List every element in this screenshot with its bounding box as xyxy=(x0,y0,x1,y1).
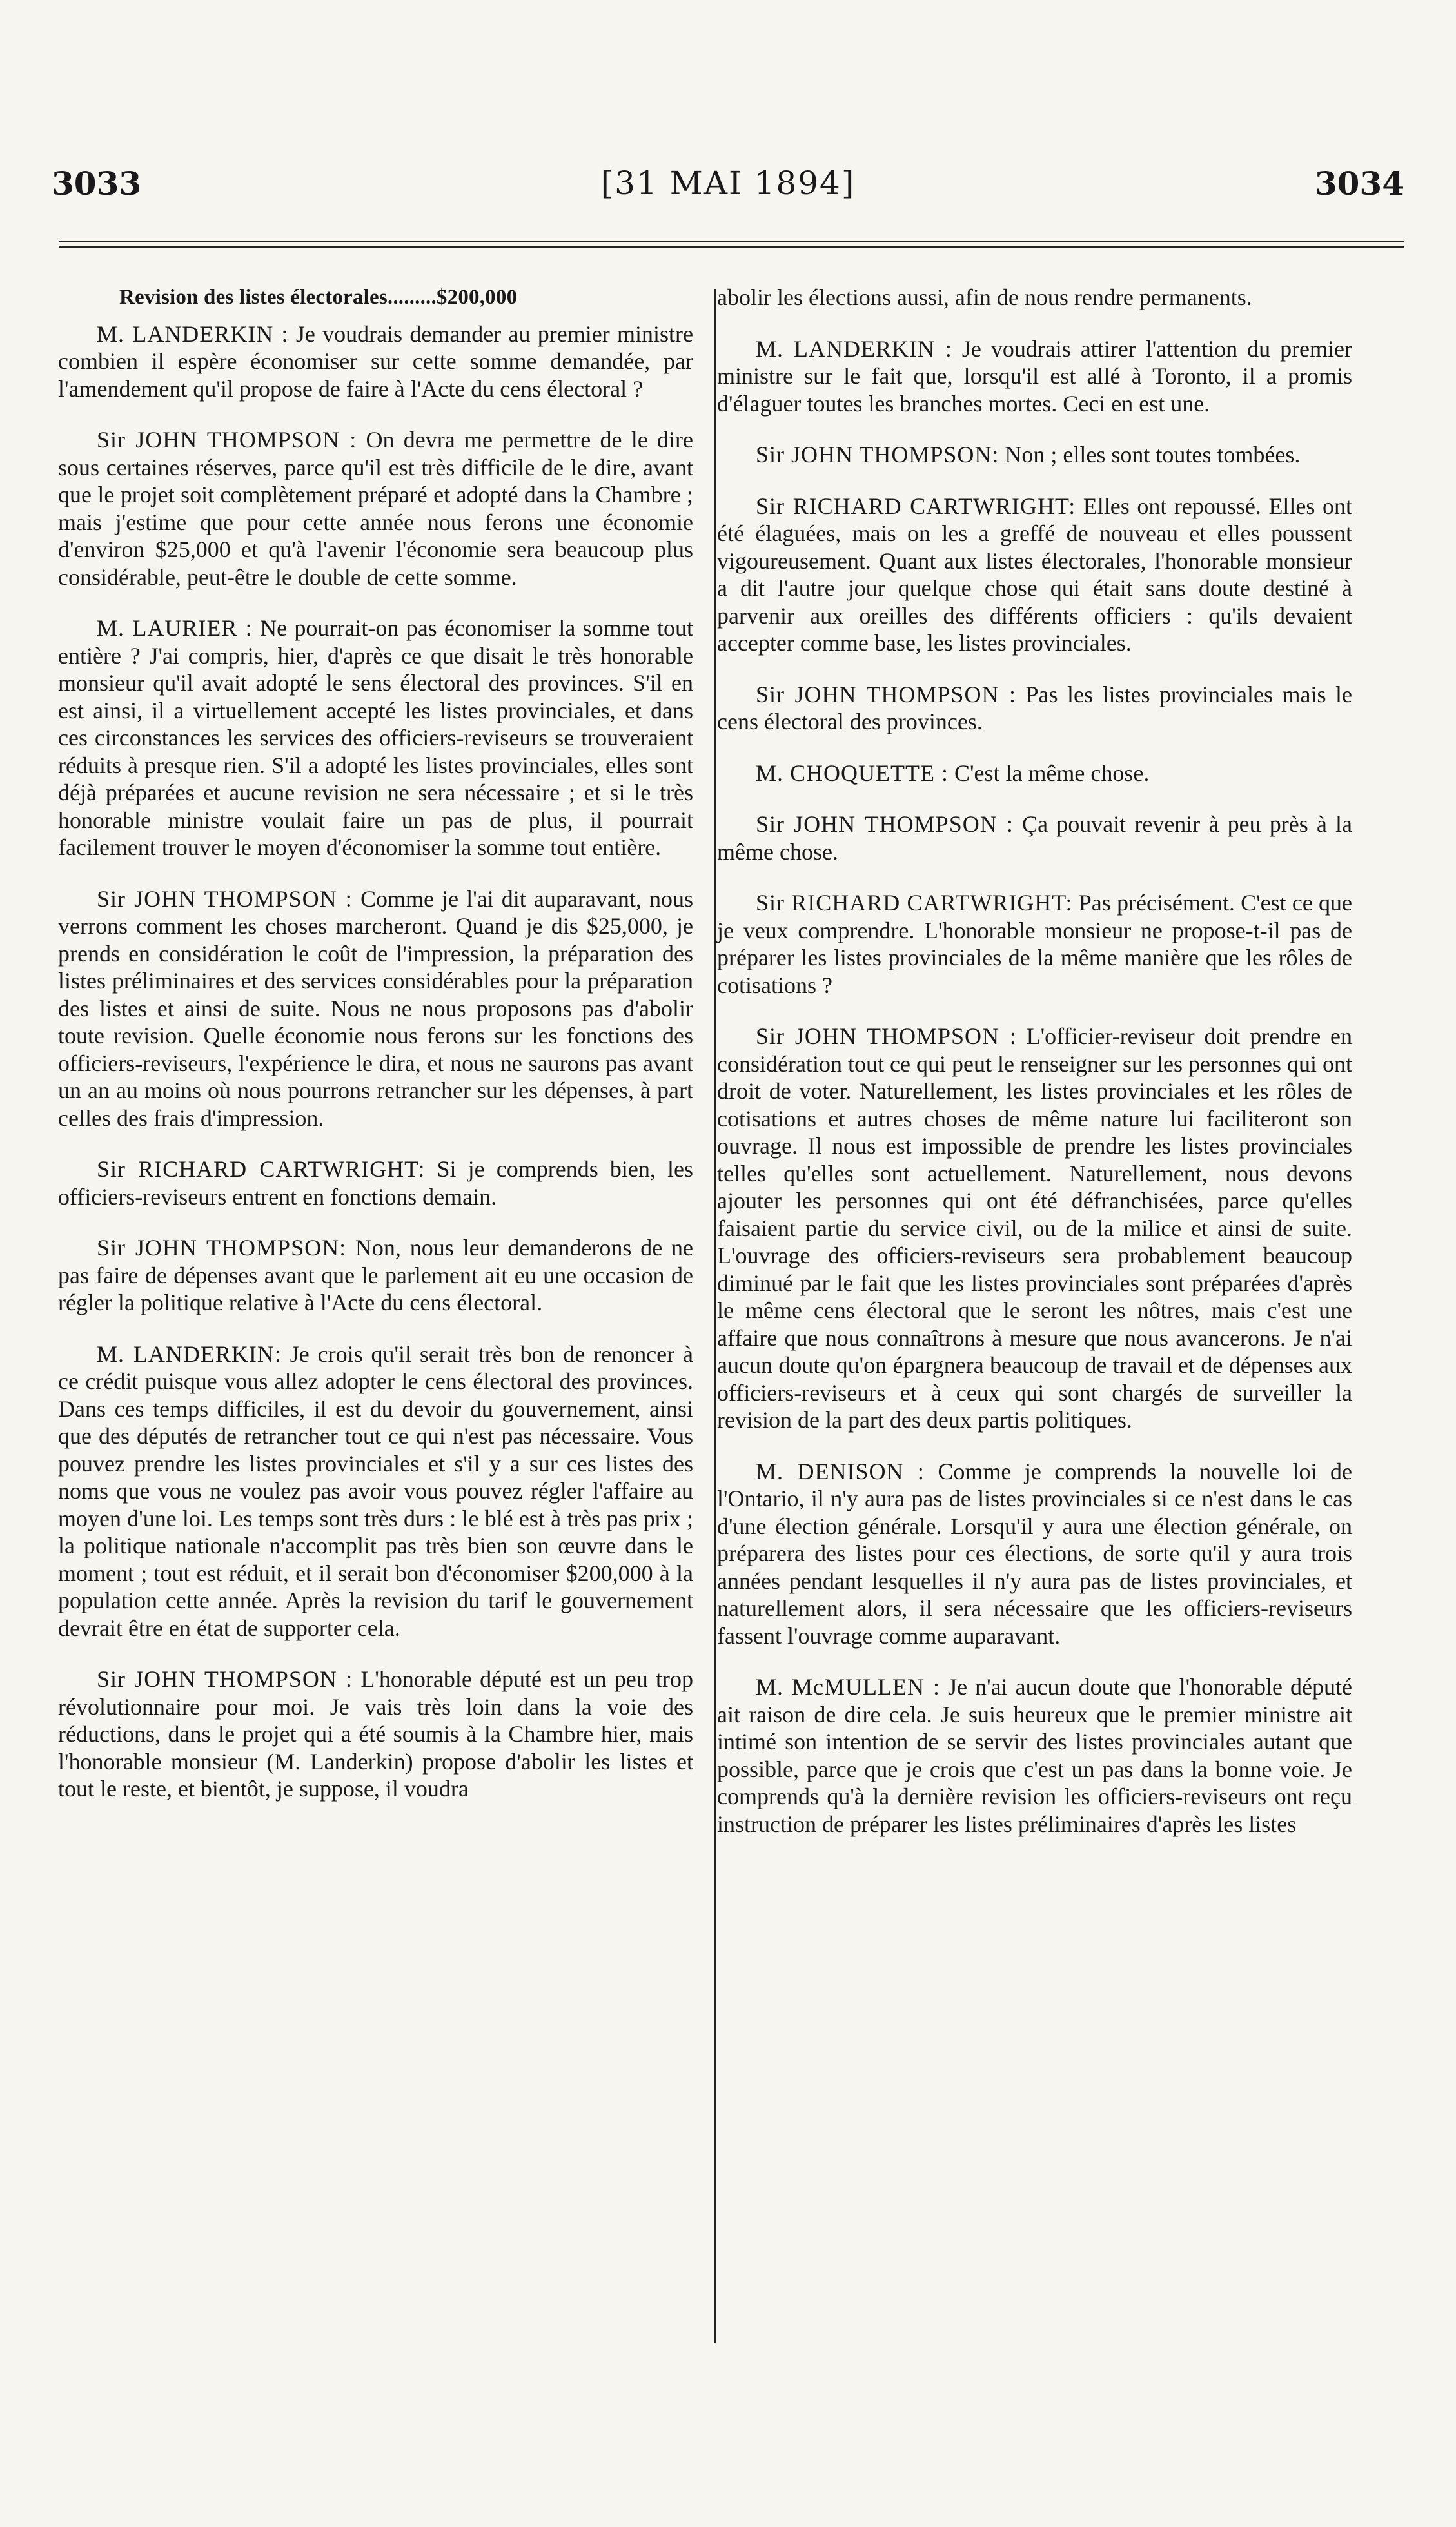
speech-text: Je n'ai aucun doute que l'honorable député ait raison de dire cela. Je suis heureux que le premier ministre ait intimé son intention de se servir des listes provinciales autant que possible, parce que je crois que c'est un pas dans la bonne voie. Je comprends qu'à la dernière revision les officiers-reviseurs ont reçu instruction de préparer les listes préliminaires d'après les listes xyxy=(717,1674,1353,1837)
speech-text: Je crois qu'il serait très bon de renoncer à ce crédit puisque vous allez adopter le cens électoral des provinces. Dans ces temps difficiles, il est du devoir du gouvernement, ainsi que des députés de retrancher tout ce qui n'est pas nécessaire. Vous pouvez prendre les listes provinciales et s'il y a sur ces listes des noms que vous ne voulez pas avoir vous pouvez régler l'affaire au moyen d'une loi. Les temps sont très durs : le blé est à très pas prix ; la politique nationale n'accomplit pas très bien son œuvre dans le moment ; tout est réduit, et il serait bon d'économiser $200,000 à la population cette année. Après la revision du tarif le gouvernement devrait être en état de supporter cela. xyxy=(58,1341,693,1641)
page-date: [31 MAI 1894] xyxy=(600,164,856,202)
speech-text: L'honorable député est un peu trop révolutionnaire pour moi. Je vais très loin dans la voie des réductions, dans le projet qui a été soumis à la Chambre hier, mais l'honorable monsieur (M. Landerkin) propose d'abolir les listes et tout le reste, et bientôt, je suppose, il voudra xyxy=(58,1666,693,1802)
paragraph xyxy=(717,493,1352,657)
speaker-name: Sir JOHN THOMPSON : xyxy=(756,811,1014,837)
speaker-name: M. LANDERKIN : xyxy=(756,335,952,362)
speech-text: Ça pouvait revenir à peu près à la même chose. xyxy=(717,811,1352,865)
section-subhead: Revision des listes électorales.........$200,000 xyxy=(119,286,518,309)
paragraph xyxy=(717,681,1352,736)
header-rule-top xyxy=(59,241,1404,242)
paragraph xyxy=(717,335,1352,418)
right-column xyxy=(717,284,1352,1862)
paragraph xyxy=(717,760,1352,787)
speaker-name: Sir JOHN THOMPSON: xyxy=(756,442,999,467)
header-rule-bottom xyxy=(59,246,1404,248)
paragraph xyxy=(58,885,693,1132)
speech-text: Je voudrais demander au premier ministre combien il espère économiser sur cette somme demandée, par l'amendement qu'il propose de faire à l'Acte du cens électoral ? xyxy=(58,320,694,402)
speaker-name: Sir RICHARD CARTWRIGHT: xyxy=(97,1156,426,1182)
speech-text: Non, nous leur demanderons de ne pas faire de dépenses avant que le parlement ait eu une occasion de régler la politique relative à l'Acte du cens électoral. xyxy=(58,1235,694,1315)
speech-text: Comme je l'ai dit auparavant, nous verrons comment les choses marcheront. Quand je dis $25,000, je prends en considération le coût de l'impression, la préparation des listes préliminaires et des services considérables pour la préparation des listes et ainsi de suite. Nous ne nous proposons pas d'abolir toute revision. Quelle économie nous ferons sur les fonctions des officiers-reviseurs, l'expérience le dira, et nous ne saurons pas avant un an au moins où nous pourrons retrancher sur les dépenses, à part celles des frais d'impression. xyxy=(58,885,693,1131)
paragraph xyxy=(58,1666,693,1803)
speaker-name: Sir JOHN THOMPSON : xyxy=(97,1666,353,1692)
paragraph-continuation: abolir les élections aussi, afin de nous rendre permanents. xyxy=(717,284,1252,310)
speaker-name: M. LANDERKIN : xyxy=(97,320,289,347)
speech-text: C'est la même chose. xyxy=(948,760,1150,786)
paragraph xyxy=(58,1234,693,1317)
speaker-name: M. CHOQUETTE : xyxy=(756,760,949,786)
speaker-name: Sir RICHARD CARTWRIGHT: xyxy=(756,890,1073,916)
paragraph xyxy=(58,1341,693,1642)
paragraph xyxy=(717,811,1352,865)
paragraph xyxy=(58,1155,693,1210)
speaker-name: Sir JOHN THOMPSON : xyxy=(756,1023,1017,1049)
speaker-name: M. LANDERKIN: xyxy=(97,1341,282,1367)
speech-text: Pas les listes provinciales mais le cens électoral des provinces. xyxy=(717,681,1352,734)
speech-text: On devra me permettre de le dire sous certaines réserves, parce qu'il est très difficile de le dire, avant que le projet soit complètement préparé et adopté dans la Chambre ; mais j'estime que pour cette année nous ferons une économie d'environ $25,000 et qu'à l'avenir l'économie sera beaucoup plus considérable, peut-être le double de cette somme. xyxy=(58,427,693,590)
page-number-left: 3033 xyxy=(52,164,142,202)
paragraph xyxy=(717,889,1352,999)
speech-text: Comme je comprends la nouvelle loi de l'Ontario, il n'y aura pas de listes provinciales si ce n'est dans le cas d'une élection générale. Lorsqu'il y aura une élection générale, on préparera des listes pour ces élections, de sorte qu'il y aura trois années pendant lesquelles il n'y aura pas de listes provinciales, et naturellement alors, il sera nécessaire que les officiers-reviseurs fassent l'ouvrage comme auparavant. xyxy=(717,1458,1352,1649)
page-header xyxy=(52,164,1404,210)
speech-text: Pas précisément. C'est ce que je veux comprendre. L'honorable monsieur ne propose-t-il pas de préparer les listes provinciales de la même manière que les rôles de cotisations ? xyxy=(717,890,1352,998)
speech-text: L'officier-reviseur doit prendre en considération tout ce qui peut le renseigner sur les personnes qui ont droit de voter. Naturellement, les listes provinciales et les rôles de cotisations et autres choses de même nature lui faciliteront son ouvrage. Il nous est impossible de prendre les listes provinciales telles qu'elles sont actuellement. Naturellement, nous devons ajouter les personnes qui ont été défranchisées, parce qu'elles faisaient partie du service civil, ou de la milice et ainsi de suite. L'ouvrage des officiers-reviseurs sera probablement beaucoup diminué par le fait que les listes provinciales sont préparées d'après le même cens électoral que le seront les nôtres, mais c'est une affaire que nous connaîtrons à mesure que nous avancerons. Je n'ai aucun doute qu'on épargnera beaucoup de travail et de dépenses aux officiers-reviseurs et à ceux qui sont chargés de surveiller la revision de la part des deux partis politiques. xyxy=(717,1023,1352,1433)
speaker-name: Sir JOHN THOMPSON : xyxy=(97,427,357,453)
paragraph xyxy=(717,441,1352,469)
paragraph xyxy=(58,426,693,591)
column-divider xyxy=(714,289,716,2343)
paragraph xyxy=(58,615,693,861)
paragraph xyxy=(717,1023,1352,1434)
speaker-name: Sir JOHN THOMPSON : xyxy=(97,885,353,912)
speaker-name: M. LAURIER : xyxy=(97,615,253,641)
paragraph xyxy=(717,1673,1352,1838)
speech-text: Non ; elles sont toutes tombées. xyxy=(999,442,1301,467)
speaker-name: M. DENISON : xyxy=(756,1458,925,1484)
speaker-name: M. McMULLEN : xyxy=(756,1674,941,1700)
speech-text: Ne pourrait-on pas économiser la somme tout entière ? J'ai compris, hier, d'après ce que disait le très honorable monsieur qu'il avait adopté le sens électoral des provinces. S'il en est ainsi, il a virtuellement accepté les listes provinciales, et dans ces circonstances les services des officiers-reviseurs se trouveraient réduits à presque rien. S'il a adopté les listes provinciales, elles sont déjà préparées et aucune revision ne sera nécessaire ; et si le très honorable ministre voulait faire un pas de plus, il pourrait facilement trouver le moyen d'économiser la somme tout entière. xyxy=(58,615,694,860)
page-number-right: 3034 xyxy=(1314,164,1404,202)
speech-text: Elles ont repoussé. Elles ont été élaguées, mais on les a greffé de nouveau et elles poussent vigoureusement. Quant aux listes électorales, l'honorable monsieur a dit l'autre jour quelque chose qui était sans doute destiné à parvenir aux oreilles des différents officiers : qu'ils devaient accepter comme base, les listes provinciales. xyxy=(717,493,1352,656)
speech-text: Je voudrais attirer l'attention du premier ministre sur le fait que, lorsqu'il est allé à Toronto, il a promis d'élaguer toutes les branches mortes. Ceci en est une. xyxy=(717,335,1353,417)
speech-text: Si je comprends bien, les officiers-reviseurs entrent en fonctions demain. xyxy=(58,1156,693,1210)
speaker-name: Sir JOHN THOMPSON : xyxy=(756,681,1016,707)
speaker-name: Sir RICHARD CARTWRIGHT: xyxy=(756,493,1076,519)
left-column xyxy=(58,284,693,1827)
speaker-name: Sir JOHN THOMPSON: xyxy=(97,1235,347,1261)
paragraph xyxy=(58,320,693,403)
paragraph xyxy=(717,1458,1352,1650)
